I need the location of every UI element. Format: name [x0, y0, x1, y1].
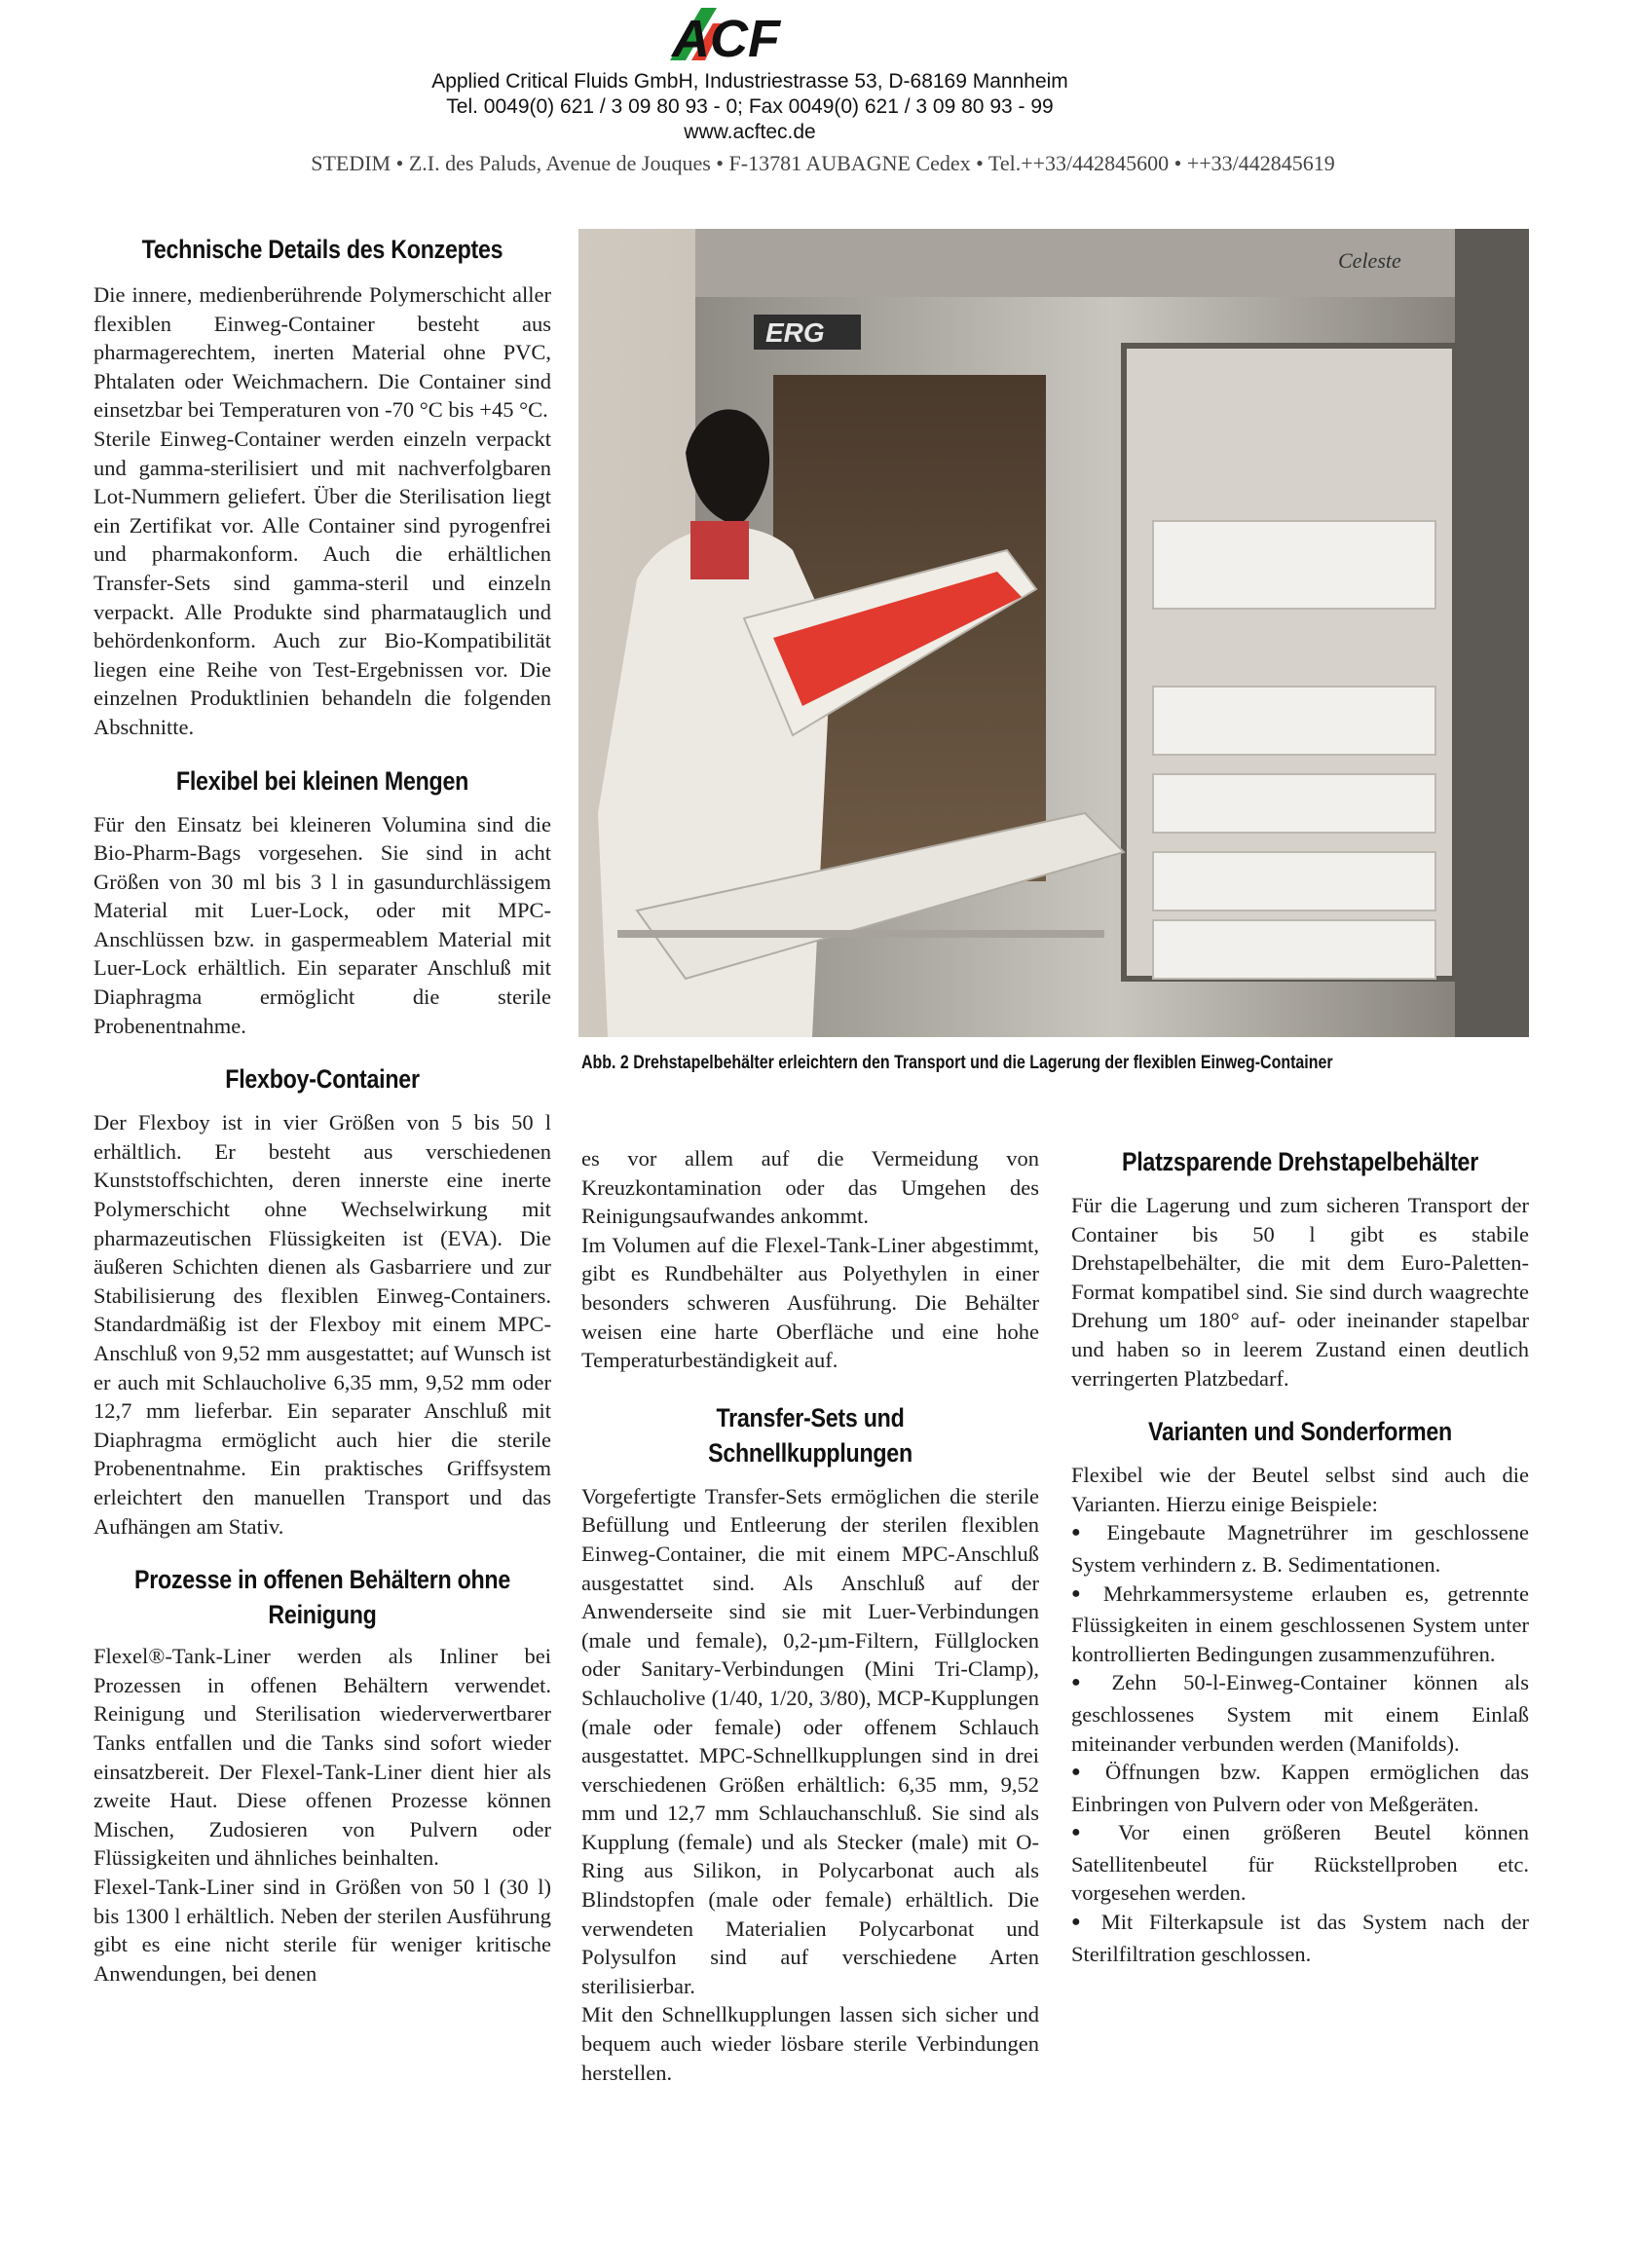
heading-flexibel: Flexibel bei kleinen Mengen	[175, 765, 469, 796]
acf-logo	[662, 4, 808, 64]
paragraph: es vor allem auf die Vermeidung von Kreuzkontamination oder das Umgehen des Reinigungsaufwandes ankommt.	[581, 1146, 1039, 1229]
list-item: ● Vor einen größeren Beutel können Satellitenbeutel für Rückstellproben etc. vorgesehen werden.	[1071, 1818, 1529, 1908]
heading-prozesse: Prozesse in offenen Behältern ohne Reinigung	[133, 1565, 511, 1630]
column-middle	[581, 1144, 1039, 2087]
company-website[interactable]: www.acftec.de	[684, 121, 816, 143]
paragraph: Der Flexboy ist in vier Größen von 5 bis 50 l erhältlich. Er besteht aus verschiedenen Kunststoffschichten, deren innerste eine inerte Polymerschicht ohne Wechselwirkung mit pharmazeutischen Flüssigkeiten ist (EVA). Die äußeren Schichten dienen als Gasbarriere und zur Stabilisierung des flexiblen Einweg-Containers. Standardmäßig ist der Flexboy mit einem MPC-Anschluß von 9,52 mm ausgestattet; auf Wunsch ist er auch mit Schlaucholive 6,35 mm, 9,52 mm oder 12,7 mm lieferbar. Ein separater Anschluß mit Diaphragma ermöglicht auch hier die sterile Probenentnahme. Ein praktisches Griffsystem erleichtert den manuellen Transport und das Aufhängen am Stativ.	[93, 1110, 551, 1539]
variants-list	[1071, 1518, 1529, 1968]
paragraph: Die innere, medienberührende Polymerschicht aller flexiblen Einweg-Container besteht aus pharmagerechtem, inerten Material ohne PVC, Phtalaten oder Weichmachern. Die Container sind einsetzbar bei Temperaturen von -70 °C bis +45 °C.	[93, 282, 551, 423]
logo-text: ACF	[672, 10, 780, 64]
heading-technische-details: Technische Details des Konzeptes	[141, 235, 503, 264]
paragraph: Für die Lagerung und zum sicheren Transport der Container bis 50 l gibt es stabile Drehstapelbehälter, die mit dem Euro-Paletten-Format kompatibel sind. Sie sind durch waagrechte Drehung um 180° auf- oder ineinander stapelbar und haben so in leerem Zustand einen deutlich verringerten Platzbedarf.	[1071, 1193, 1529, 1391]
door-label: ERG	[765, 317, 825, 348]
heading-transfer-sets: Transfer-Sets und Schnellkupplungen	[708, 1402, 913, 1468]
list-item: ● Mehrkammersysteme erlauben es, getrennte Flüssigkeiten in einem geschlossenen System unter kontrollierten Bedingungen zusammenzuführen.	[1071, 1580, 1529, 1669]
column-left	[93, 232, 551, 1988]
paragraph: Flexibel wie der Beutel selbst sind auch die Varianten. Hierzu einige Beispiele:	[1071, 1463, 1529, 1516]
paragraph: Vorgefertigte Transfer-Sets ermöglichen die sterile Befüllung und Entleerung der sterilen flexiblen Einweg-Container, die mit einem MPC-Anschluß ausgestattet sind. Als Anschluß auf der Anwenderseite sind sie mit Luer-Verbindungen (male und female), 0,2-µm-Filtern, Füllglocken oder Sanitary-Verbindungen (Mini Tri-Clamp), Schlaucholive (1/40, 1/20, 3/80), MCP-Kupplungen (male oder female) oder offenem Schlauch ausgestattet. MPC-Schnellkupplungen sind in drei verschiedenen Größen erhältlich: 6,35 mm, 9,52 mm und 12,7 mm Schlauchanschluß. Sie sind als Kupplung (female) und als Stecker (male) mit O-Ring aus Silikon, in Polycarbonat auch als Blindstopfen (male oder female) erhältlich. Die verwendeten Materialien Polycarbonat und Polysulfon sind auf verschiedene Arten sterilisierbar.	[581, 1483, 1039, 1998]
list-item: ● Eingebaute Magnetrührer im geschlossene System verhindern z. B. Sedimentationen.	[1071, 1518, 1529, 1579]
paragraph: Flexel®-Tank-Liner werden als Inliner bei Prozessen in offenen Behältern verwendet. Reinigung und Sterilisation wiederverwertbarer Tanks entfallen und die Tanks sind sofort wieder einsatzbereit. Der Flexel-Tank-Liner dient hier als zweite Haut. Diese offenen Prozesse können Mischen, Zudosieren von Pulvern oder Flüssigkeiten und ähnliches beinhalten.	[93, 1644, 551, 1871]
figure-caption: Abb. 2 Drehstapelbehälter erleichtern den Transport und die Lagerung der flexiblen Einweg-Container	[581, 1053, 1333, 1073]
paragraph: Sterile Einweg-Container werden einzeln verpackt und gamma-sterilisiert und mit nachverfolgbaren Lot-Nummern geliefert. Über die Sterilisation liegt ein Zertifikat vor. Alle Container sind pyrogenfrei und pharmakonform. Auch die erhältlichen Transfer-Sets sind gamma-steril und einzeln verpackt. Alle Produkte sind pharmatauglich und behördenkonform. Auch zur Bio-Kompatibilität liegen eine Reihe von Test-Ergebnissen vor. Die einzelnen Produktlinien behandeln die folgenden Abschnitte.	[93, 426, 551, 739]
company-phone-fax: Tel. 0049(0) 621 / 3 09 80 93 - 0; Fax 0049(0) 621 / 3 09 80 93 - 99	[446, 95, 1054, 118]
paragraph: Flexel-Tank-Liner sind in Größen von 50 l (30 l) bis 1300 l erhältlich. Neben der sterilen Ausführung gibt es eine nicht sterile für weniger kritische Anwendungen, bei denen	[93, 1874, 551, 1986]
list-item: ● Mit Filterkapsule ist das System nach der Sterilfiltration geschlossen.	[1071, 1908, 1529, 1968]
photo-illustration	[578, 229, 1529, 1037]
list-item: ● Zehn 50-l-Einweg-Container können als geschlossenes System mit einem Einlaß miteinander verbunden werden (Manifolds).	[1071, 1668, 1529, 1758]
paragraph: Mit den Schnellkupplungen lassen sich sicher und bequem auch wieder lösbare sterile Verbindungen herstellen.	[581, 2002, 1039, 2085]
company-address: Applied Critical Fluids GmbH, Industriestrasse 53, D-68169 Mannheim	[431, 70, 1068, 93]
paragraph: Für den Einsatz bei kleineren Volumina sind die Bio-Pharm-Bags vorgesehen. Sie sind in acht Größen von 30 ml bis 3 l in gasundurchlässigem Material mit Luer-Lock, oder mit MPC-Anschlüssen bzw. in gaspermeablem Material mit Luer-Lock erhältlich. Ein separater Anschluß mit Diaphragma ermöglicht die sterile Probenentnahme.	[93, 811, 551, 1038]
paragraph: Im Volumen auf die Flexel-Tank-Liner abgestimmt, gibt es Rundbehälter aus Polyethylen in einer besonders schweren Ausführung. Die Behälter weisen eine harte Oberfläche und eine hohe Temperaturbeständigkeit auf.	[581, 1232, 1039, 1373]
heading-flexboy: Flexboy-Container	[225, 1064, 420, 1095]
photo-cold-storage-cabinet	[578, 229, 1529, 1037]
heading-varianten: Varianten und Sonderformen	[1148, 1417, 1452, 1447]
heading-platzsparende: Platzsparende Drehstapelbehälter	[1122, 1147, 1478, 1176]
brand-label: Celeste	[1338, 248, 1401, 273]
stedim-address: STEDIM • Z.I. des Paluds, Avenue de Jouques • F-13781 AUBAGNE Cedex • Tel.++33/442845600 • ++33/442845619	[311, 151, 1335, 175]
column-right	[1071, 1144, 1529, 1968]
list-item: ● Öffnungen bzw. Kappen ermöglichen das Einbringen von Pulvern oder von Meßgeräten.	[1071, 1758, 1529, 1818]
